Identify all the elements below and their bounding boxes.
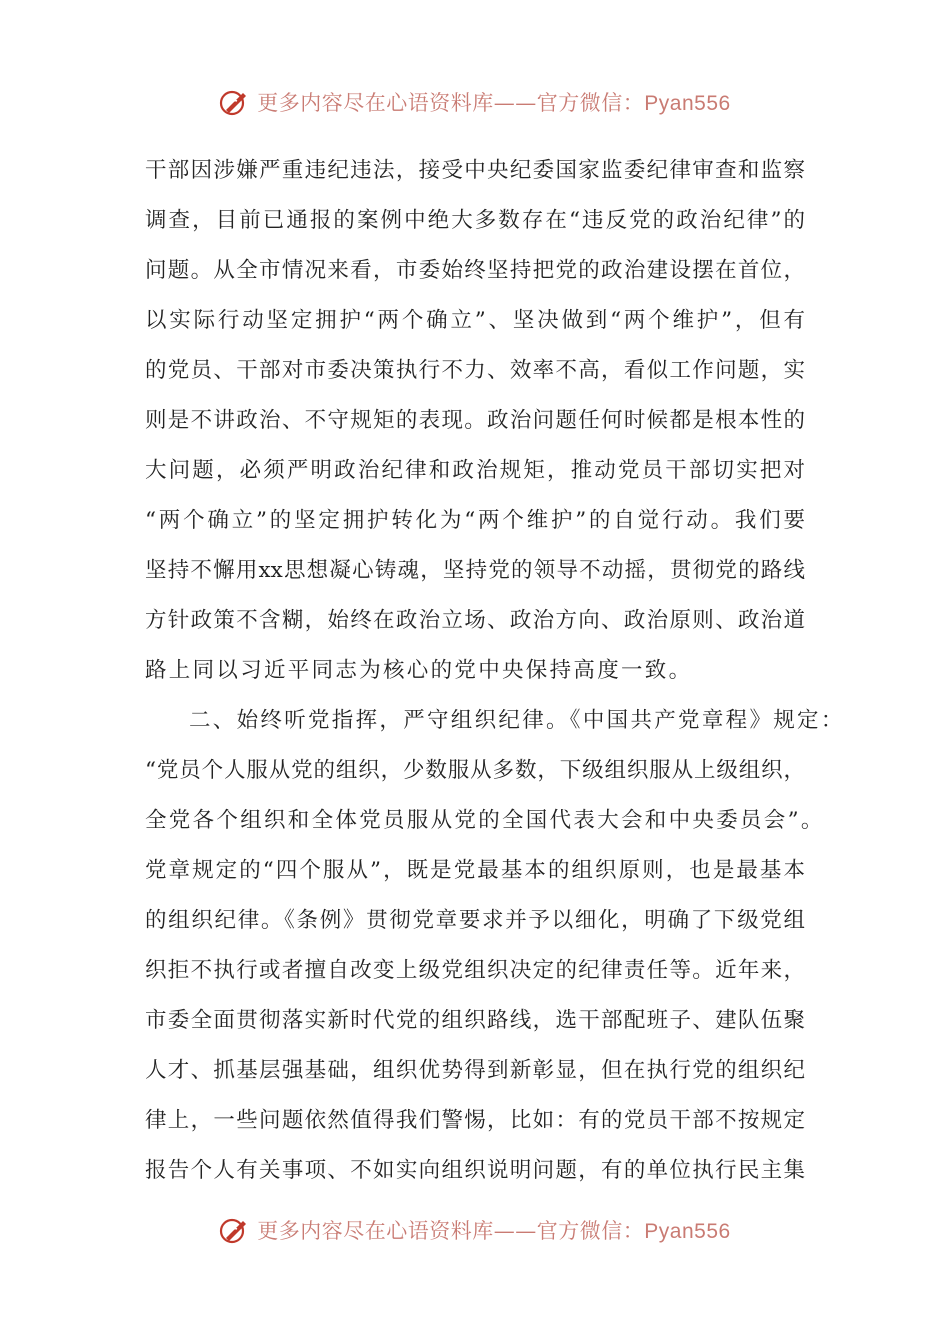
banner-text: [257, 1215, 730, 1245]
section-heading-line: 二、始终听党指挥，严守组织纪律。《中国共产党章程》规定：: [189, 708, 845, 733]
text-line: 的组织纪律。《条例》贯彻党章要求并予以细化，明确了下级党组: [145, 908, 805, 933]
text-line: 报告个人有关事项、不如实向组织说明问题，有的单位执行民主集: [145, 1158, 805, 1183]
text-line: 大问题，必须严明政治纪律和政治规矩，推动党员干部切实把对: [145, 458, 805, 483]
text-line: 织拒不执行或者擅自改变上级党组织决定的纪律责任等。近年来，: [145, 958, 805, 983]
header-banner: [0, 82, 950, 122]
text-line: 路上同以习近平同志为核心的党中央保持高度一致。: [145, 658, 693, 683]
banner-wechat-id: Pyan556: [644, 1220, 731, 1243]
text-line: 调查，目前已通报的案例中绝大多数存在“违反党的政治纪律”的: [145, 208, 805, 233]
banner-wechat-label: 官方微信：: [536, 1219, 645, 1243]
banner-dash: ——: [493, 1219, 537, 1243]
banner-wechat-id: Pyan556: [644, 92, 731, 115]
text-line: 方针政策不含糊，始终在政治立场、政治方向、政治原则、政治道: [145, 608, 805, 633]
banner-text: [257, 87, 730, 117]
text-line: “两个确立”的坚定拥护转化为“两个维护”的自觉行动。我们要: [145, 508, 805, 533]
text-line: 人才、抓基层强基础，组织优势得到新彰显，但在执行党的组织纪: [145, 1058, 805, 1083]
document-body: [145, 146, 845, 1196]
text-line: 问题。从全市情况来看，市委始终坚持把党的政治建设摆在首位，: [145, 258, 805, 283]
pen-logo-icon: [219, 87, 249, 117]
banner-wechat-label: 官方微信：: [536, 91, 645, 115]
banner-lead: 更多内容尽在心语资料库: [257, 91, 494, 115]
text-line: 全党各个组织和全体党员服从党的全国代表大会和中央委员会”。: [145, 808, 825, 833]
text-line: 以实际行动坚定拥护“两个确立”、坚决做到“两个维护”，但有: [145, 308, 805, 333]
banner-lead: 更多内容尽在心语资料库: [257, 1219, 494, 1243]
text-line: 则是不讲政治、不守规矩的表现。政治问题任何时候都是根本性的: [145, 408, 805, 433]
text-line: 坚持不懈用xx思想凝心铸魂，坚持党的领导不动摇，贯彻党的路线: [145, 558, 805, 583]
footer-banner: [0, 1210, 950, 1250]
text-line: 律上，一些问题依然值得我们警惕，比如：有的党员干部不按规定: [145, 1108, 805, 1133]
text-line: 市委全面贯彻落实新时代党的组织路线，选干部配班子、建队伍聚: [145, 1008, 805, 1033]
banner-dash: ——: [493, 91, 537, 115]
pen-logo-icon: [219, 1215, 249, 1245]
text-line: “党员个人服从党的组织，少数服从多数，下级组织服从上级组织，: [145, 758, 805, 783]
text-line: 干部因涉嫌严重违纪违法，接受中央纪委国家监委纪律审查和监察: [145, 158, 805, 183]
text-line: 党章规定的“四个服从”，既是党最基本的组织原则，也是最基本: [145, 858, 805, 883]
text-line: 的党员、干部对市委决策执行不力、效率不高，看似工作问题，实: [145, 358, 805, 383]
